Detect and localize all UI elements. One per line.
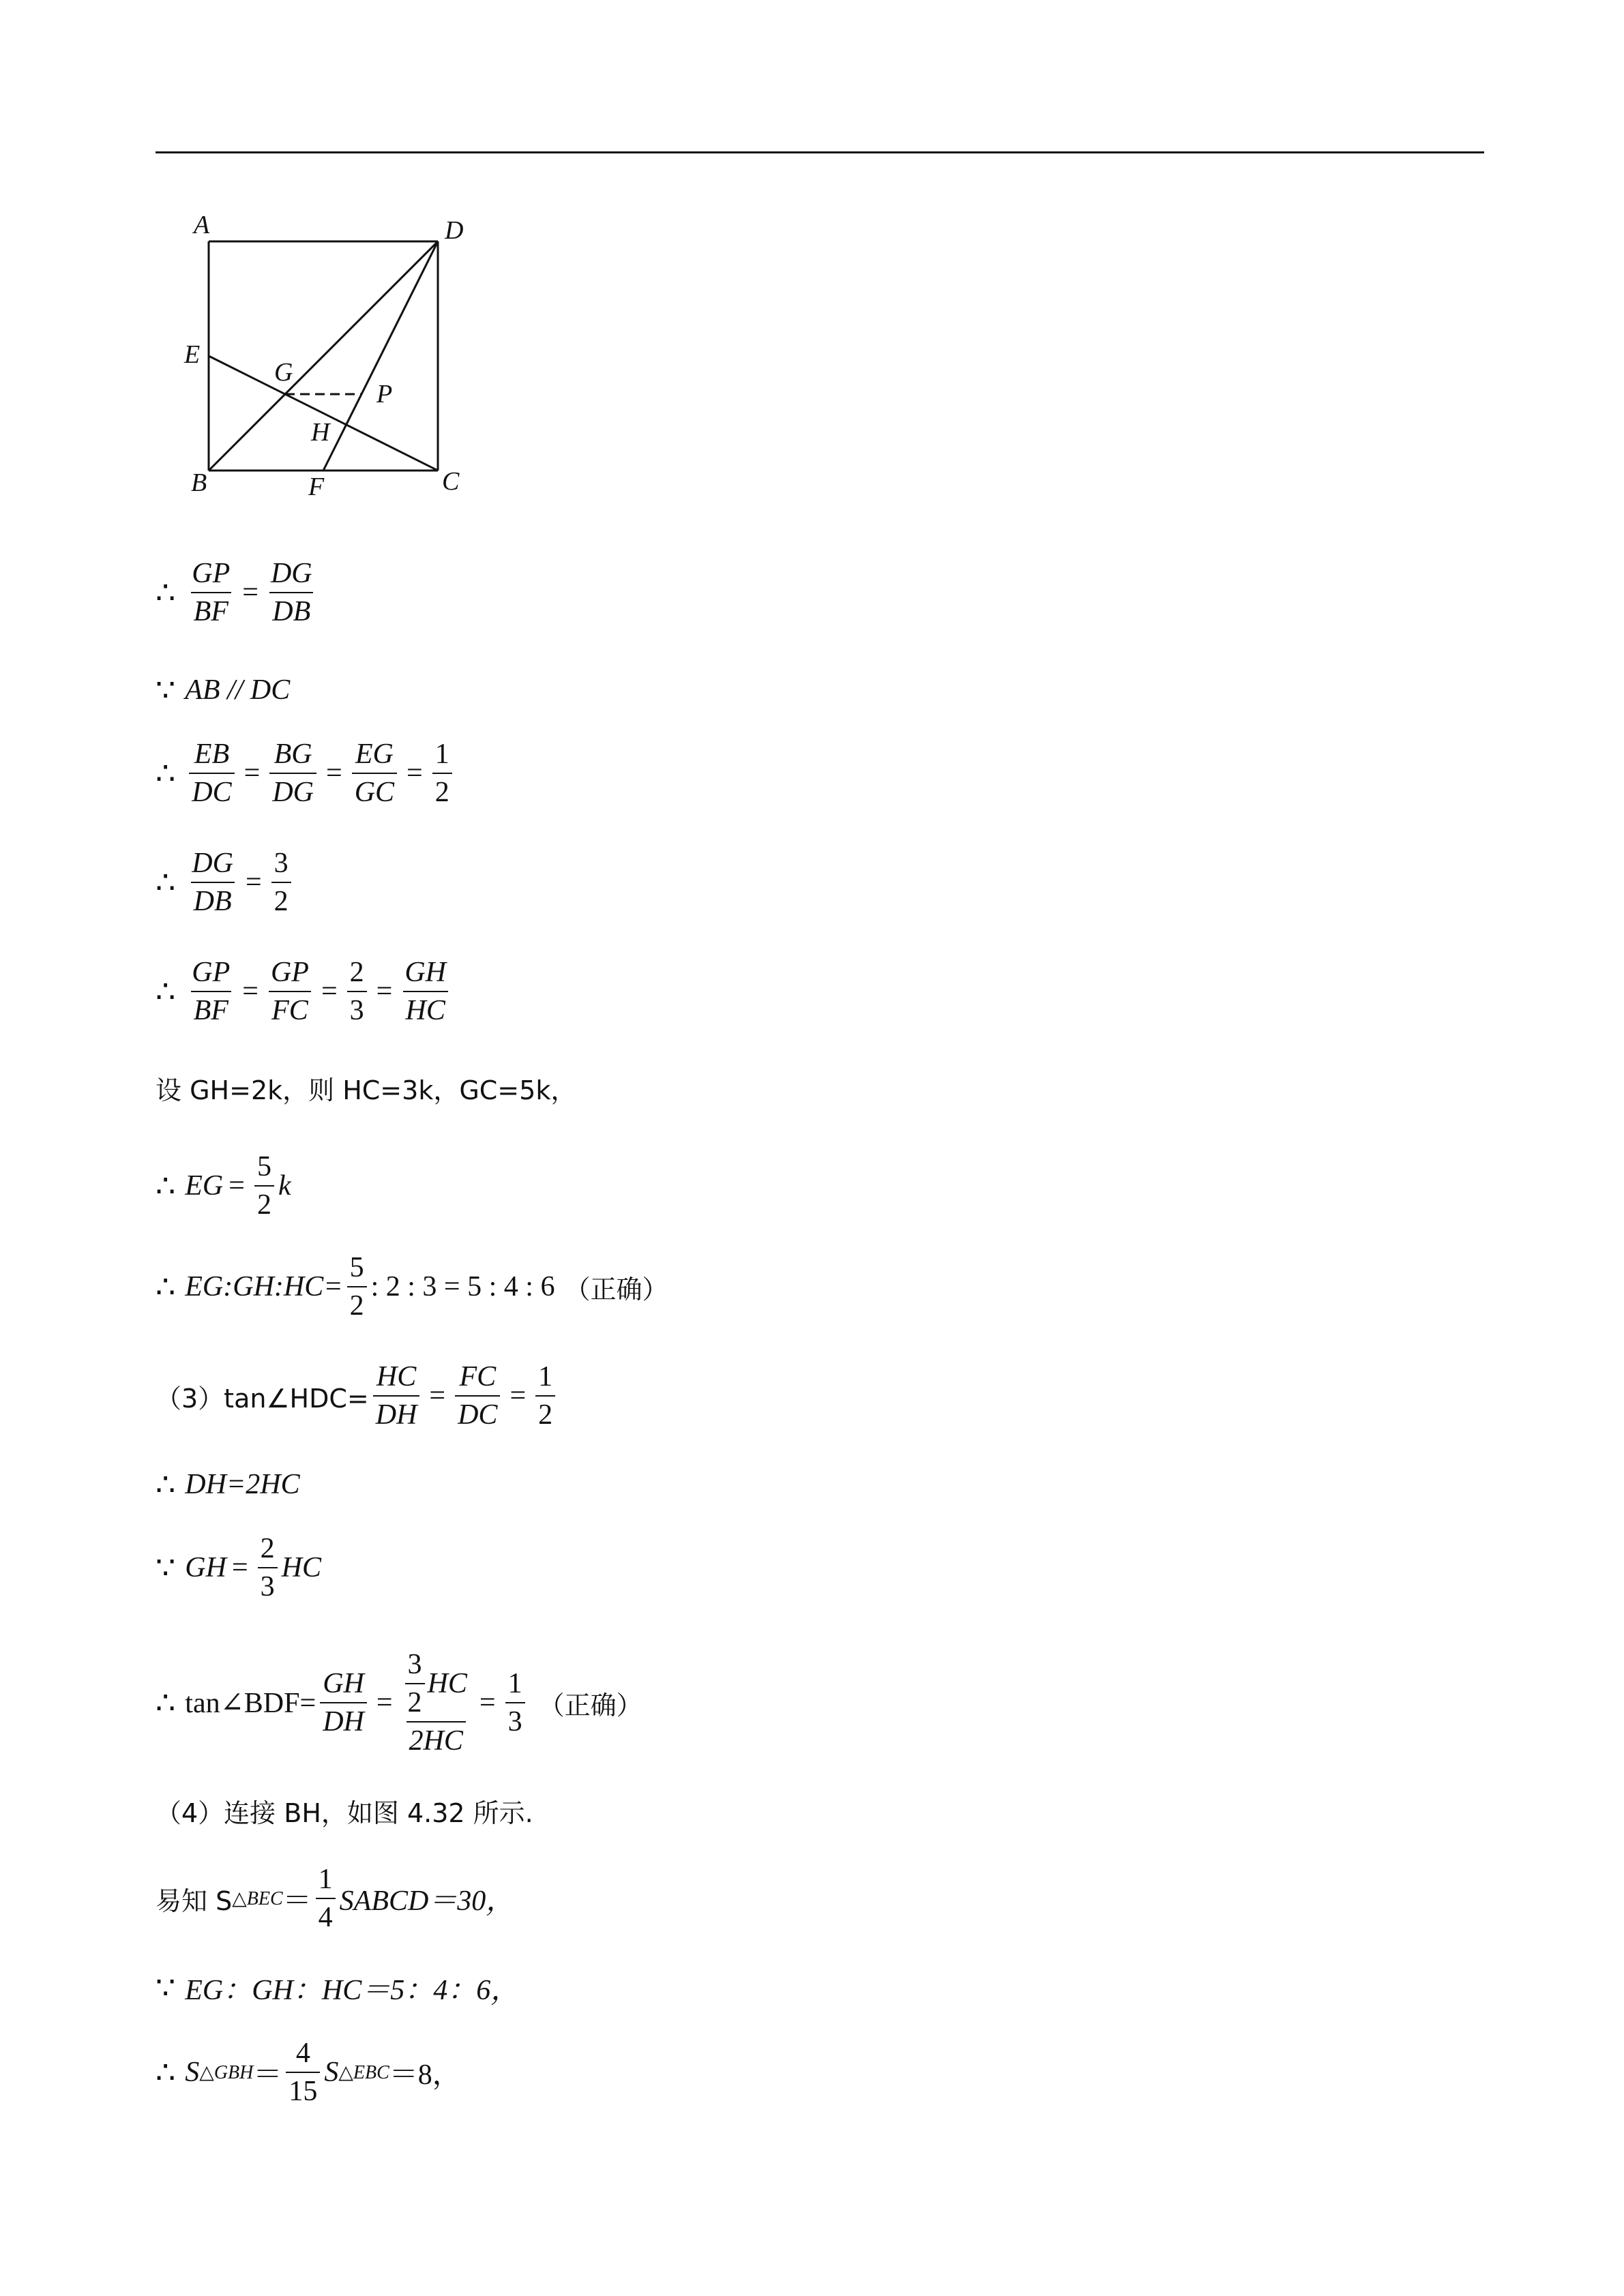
step-5: ∴ $\frac{GP}{BF}$ = $\frac{GP}{FC}$ = $\frac{2}{3}$ = $\frac{GH}{HC}$ bbox=[156, 958, 453, 1025]
because-symbol: ∵ bbox=[156, 1551, 176, 1585]
fraction: $\frac{GH}{DH}$ bbox=[320, 1669, 367, 1736]
fraction: $\frac{EB}{DC}$ bbox=[189, 740, 234, 807]
fraction: $\frac{5}{2}$ bbox=[347, 1253, 367, 1320]
fraction: $\frac{1}{2}$ bbox=[535, 1362, 555, 1429]
therefore-symbol: ∴ bbox=[156, 1169, 176, 1204]
therefore-symbol: ∴ bbox=[156, 1467, 176, 1502]
fraction: $\frac{1}{2}$ bbox=[432, 740, 452, 807]
fraction: $\frac{4}{15}$ bbox=[286, 2039, 320, 2106]
fraction: $\frac{2}{3}$ bbox=[258, 1534, 278, 1601]
therefore-symbol: ∴ bbox=[156, 576, 176, 610]
step-1: ∴ $\frac{GP}{BF}$ = $\frac{DG}{DB}$ bbox=[156, 559, 319, 626]
fraction: $\frac{FC}{DC}$ bbox=[455, 1362, 500, 1429]
fraction: $\frac{3}{2}$ bbox=[271, 849, 291, 916]
therefore-symbol: ∴ bbox=[156, 974, 176, 1009]
because-symbol: ∵ bbox=[156, 673, 176, 708]
step-10 bbox=[156, 1466, 300, 1503]
segment-ec bbox=[209, 356, 438, 471]
step-4: ∴ $\frac{DG}{DB}$ = $\frac{3}{2}$ bbox=[156, 849, 295, 916]
step-8: ∴ EG:GH:HC= $\frac{5}{2}$ : 2 : 3 = 5 : 4 : 6 （正确） bbox=[156, 1252, 668, 1322]
segment-df bbox=[323, 241, 438, 471]
fraction: $\frac{EG}{GC}$ bbox=[352, 740, 397, 807]
step-13 bbox=[156, 1792, 533, 1830]
step-text: AB // DC bbox=[185, 674, 291, 706]
fraction: $\frac{GH}{HC}$ bbox=[402, 958, 449, 1025]
step-12: ∴ tan∠BDF= $\frac{GH}{DH}$ = $\frac{3}{2}$ HC 2HC = $\frac{1}{3}$ （正确） bbox=[156, 1649, 643, 1757]
label-c: C bbox=[442, 467, 460, 496]
step-11: ∵ GH = $\frac{2}{3}$ HC bbox=[156, 1533, 321, 1602]
fraction: $\frac{2}{3}$ bbox=[347, 958, 367, 1025]
therefore-symbol: ∴ bbox=[156, 865, 176, 900]
compound-fraction: $\frac{3}{2}$ HC 2HC bbox=[402, 1650, 470, 1755]
step-14: 易知 S △BEC ＝ $\frac{1}{4}$ SABCD＝30， bbox=[156, 1864, 515, 1933]
fraction: $\frac{DG}{DB}$ bbox=[192, 848, 233, 917]
label-a: A bbox=[194, 211, 210, 239]
step-2 bbox=[156, 672, 290, 709]
step-text: 设 GH=2k，则 HC=3k，GC=5k， bbox=[156, 1075, 577, 1105]
step-text: EG：GH：HC＝5：4：6， bbox=[185, 1975, 520, 2006]
label-e: E bbox=[184, 340, 201, 369]
fraction: $\frac{GP}{BF}$ bbox=[192, 558, 231, 627]
fraction: $\frac{HC}{DH}$ bbox=[373, 1362, 420, 1429]
fraction: $\frac{1}{4}$ bbox=[316, 1865, 336, 1932]
therefore-symbol: ∴ bbox=[156, 2055, 176, 2090]
therefore-symbol: ∴ bbox=[156, 1270, 176, 1304]
label-p: P bbox=[377, 380, 393, 408]
header-rule bbox=[156, 151, 1484, 153]
fraction: $\frac{5}{2}$ bbox=[254, 1152, 274, 1219]
fraction: $\frac{DG}{DB}$ bbox=[270, 558, 312, 627]
fraction: $\frac{1}{3}$ bbox=[505, 1669, 525, 1736]
fraction: $\frac{BG}{DG}$ bbox=[269, 740, 316, 807]
geometry-figure bbox=[164, 191, 491, 518]
step-9: （3）tan∠HDC= $\frac{HC}{DH}$ = $\frac{FC}{DC}$ = $\frac{1}{2}$ bbox=[156, 1362, 559, 1429]
fraction: $\frac{GP}{FC}$ bbox=[268, 958, 312, 1025]
therefore-symbol: ∴ bbox=[156, 756, 176, 791]
because-symbol: ∵ bbox=[156, 1971, 176, 2006]
label-h: H bbox=[311, 418, 330, 447]
step-3: ∴ $\frac{EB}{DC}$ = $\frac{BG}{DG}$ = $\frac{EG}{GC}$ = $\frac{1}{2}$ bbox=[156, 740, 456, 807]
step-15 bbox=[156, 1967, 519, 2008]
label-f: F bbox=[308, 473, 325, 501]
step-16: ∴ S △GBH ＝ $\frac{4}{15}$ S △EBC ＝8， bbox=[156, 2038, 461, 2107]
step-6 bbox=[156, 1069, 576, 1107]
step-text: （4）连接 BH，如图 4.32 所示. bbox=[156, 1798, 533, 1828]
fraction: $\frac{GP}{BF}$ bbox=[192, 957, 231, 1026]
step-7: ∴ EG = $\frac{5}{2}$ k bbox=[156, 1151, 291, 1221]
label-b: B bbox=[191, 468, 207, 497]
therefore-symbol: ∴ bbox=[156, 1686, 176, 1720]
label-g: G bbox=[274, 358, 293, 387]
label-d: D bbox=[445, 216, 464, 245]
step-text: DH=2HC bbox=[185, 1469, 300, 1500]
